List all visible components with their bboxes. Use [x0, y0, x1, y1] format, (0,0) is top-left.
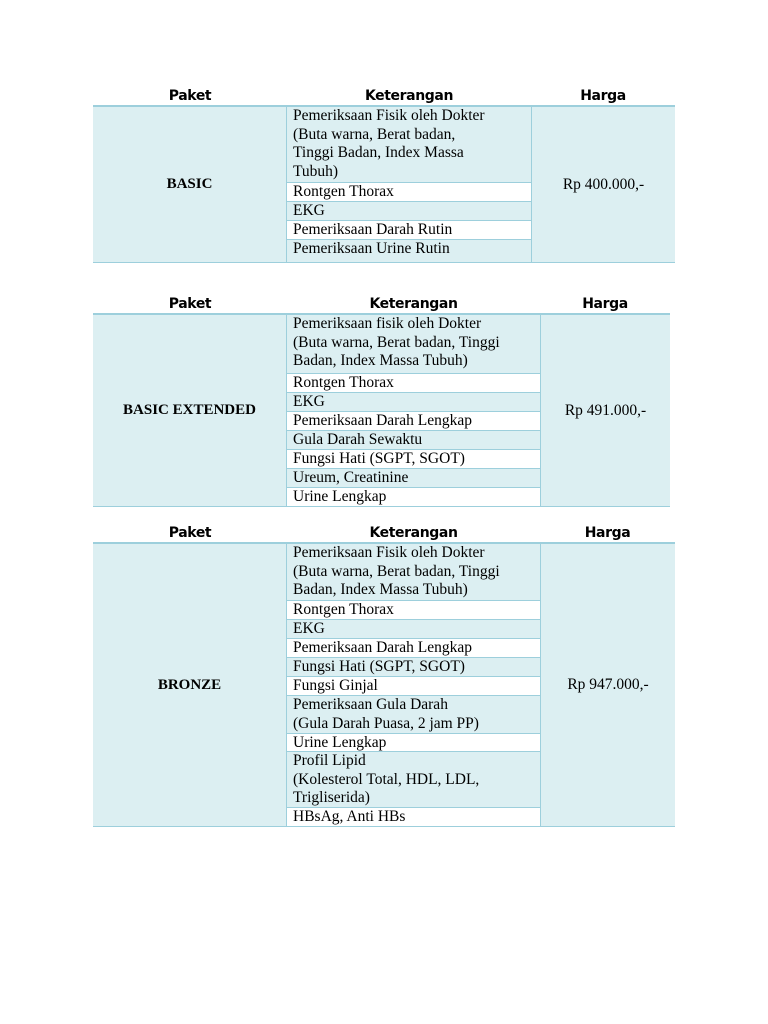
package-price: Rp 491.000,-: [540, 315, 670, 506]
list-item: Fungsi Ginjal: [287, 677, 540, 696]
list-item: Pemeriksaan Fisik oleh Dokter (Buta warna, Berat badan, Tinggi Badan, Index Massa Tubuh): [287, 107, 531, 183]
list-item: Ureum, Creatinine: [287, 469, 540, 488]
list-item: Pemeriksaan Gula Darah (Gula Darah Puasa, 2 jam PP): [287, 696, 540, 734]
header-keterangan: Keterangan: [364, 88, 454, 104]
list-item: Urine Lengkap: [287, 734, 540, 752]
list-item: HBsAg, Anti HBs: [287, 808, 540, 826]
header-harga: Harga: [582, 296, 628, 312]
list-item: Gula Darah Sewaktu: [287, 431, 540, 450]
package-price: Rp 400.000,-: [531, 107, 675, 262]
package-name: BASIC: [93, 107, 287, 262]
list-item: Fungsi Hati (SGPT, SGOT): [287, 658, 540, 677]
header-paket: Paket: [168, 525, 212, 541]
list-item: Pemeriksaan fisik oleh Dokter (Buta warna, Berat badan, Tinggi Badan, Index Massa Tubuh): [287, 315, 540, 374]
header-harga: Harga: [580, 88, 626, 104]
list-item: EKG: [287, 393, 540, 412]
list-item: Urine Lengkap: [287, 488, 540, 506]
list-item: Pemeriksaan Urine Rutin: [287, 240, 531, 262]
list-item: Pemeriksaan Darah Lengkap: [287, 412, 540, 431]
header-paket: Paket: [168, 296, 212, 312]
package-name: BRONZE: [93, 544, 287, 826]
list-item: Profil Lipid (Kolesterol Total, HDL, LDL, Trigliserida): [287, 752, 540, 808]
header-harga: Harga: [584, 525, 631, 541]
list-item: Rontgen Thorax: [287, 183, 531, 202]
package-table-bronze: [93, 524, 675, 827]
package-table-basic-extended: [93, 295, 670, 507]
header-paket: Paket: [168, 88, 212, 104]
header-keterangan: Keterangan: [369, 525, 458, 541]
list-item: Pemeriksaan Fisik oleh Dokter (Buta warna, Berat badan, Tinggi Badan, Index Massa Tubuh): [287, 544, 540, 601]
header-keterangan: Keterangan: [369, 296, 458, 312]
list-item: Fungsi Hati (SGPT, SGOT): [287, 450, 540, 469]
list-item: Rontgen Thorax: [287, 374, 540, 393]
list-item: EKG: [287, 202, 531, 221]
package-price: Rp 947.000,-: [540, 544, 675, 826]
list-item: Pemeriksaan Darah Rutin: [287, 221, 531, 240]
list-item: Pemeriksaan Darah Lengkap: [287, 639, 540, 658]
package-name: BASIC EXTENDED: [93, 315, 287, 506]
list-item: EKG: [287, 620, 540, 639]
package-table-basic: [93, 87, 675, 262]
list-item: Rontgen Thorax: [287, 601, 540, 620]
